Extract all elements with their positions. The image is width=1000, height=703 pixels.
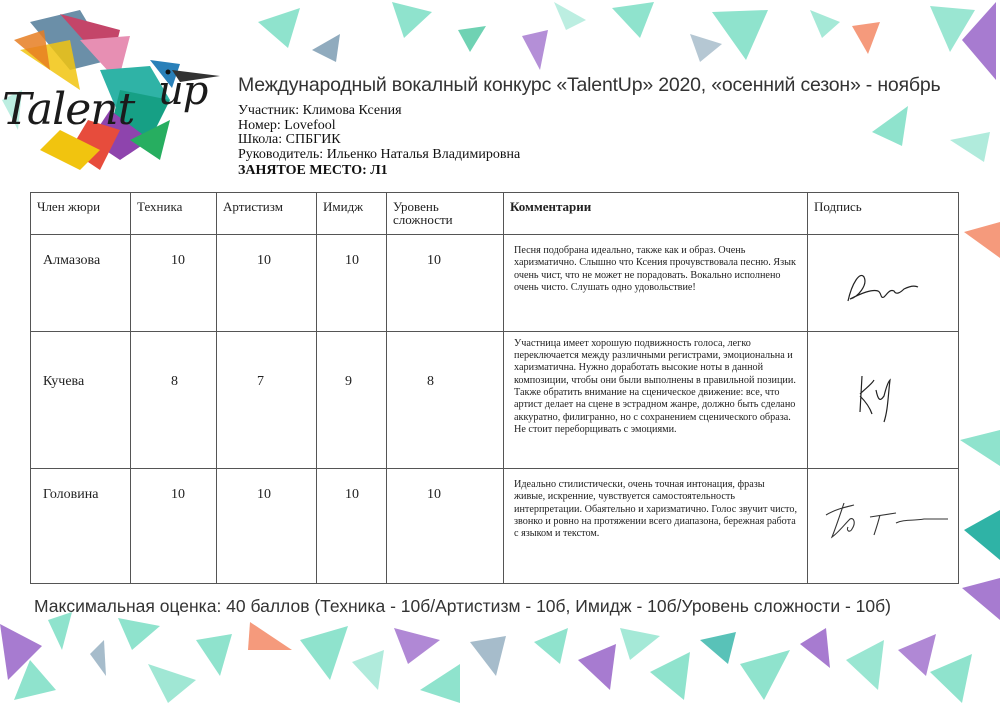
signature-cell [808,469,959,584]
signature-icon [816,489,956,549]
participant-info [238,104,520,179]
score-image: 10 [317,469,387,584]
header-artistry: Артистизм [217,193,317,235]
results-table [30,192,959,584]
header-image: Имидж [317,193,387,235]
header-technique: Техника [131,193,217,235]
header-member: Член жюри [31,193,131,235]
score-technique: 10 [131,235,217,332]
table-row [31,469,959,584]
signature-icon [848,366,908,426]
score-difficulty: 8 [387,331,504,468]
max-score-note: Максимальная оценка: 40 баллов (Техника - 10б/Артистизм - 10б, Имидж - 10б/Уровень сложности - 10б) [34,596,891,616]
jury-member: Алмазова [31,235,131,332]
score-artistry: 7 [217,331,317,468]
table-row [31,331,959,468]
signature-icon [838,263,928,309]
signature-cell [808,235,959,332]
table-row [31,235,959,332]
comment: Идеально стилистически, очень точная интонация, фразы живые, искренние, чувствуется самостоятельность интерпретации. Обаятельно и харизматично. Голос звучит чисто, звонко и ровно на протяжении всего диапазона, бережная работа с языком и текстом. [504,469,808,584]
score-technique: 10 [131,469,217,584]
number: Номер: Lovefool [238,117,336,133]
score-difficulty: 10 [387,235,504,332]
logo-text-left: Talent [2,84,135,135]
header-comments: Комментарии [504,193,808,235]
school: Школа: СПБГИК [238,132,341,148]
comment: Участница имеет хорошую подвижность голоса, легко переключается между различными регистрами, эмоциональна и харизматична. Нужно доработать высокие ноты в данной композиции, чтобы они были выполнены в правильной позиции. Также обратить внимание на сценическое движение: все, что артист делает на сцене в эстрадном жанре, должно быть сделано аккуратно, филигранно, но с сохранением сценического образа. Не стоит переборщивать с эмоциями. [504,331,808,468]
score-artistry: 10 [217,235,317,332]
supervisor: Руководитель: Ильенко Наталья Владимировна [238,146,521,162]
jury-member: Головина [31,469,131,584]
score-technique: 8 [131,331,217,468]
score-image: 9 [317,331,387,468]
jury-member: Кучева [31,331,131,468]
participant: Участник: Климова Ксения [238,103,402,118]
comment: Песня подобрана идеально, также как и образ. Очень харизматично. Слышно что Ксения прочувствовала песню. Язык очень чист, что не может не порадовать. Вокально исполнено очень чисто. Слушать одно удовольствие! [504,235,808,332]
place: ЗАНЯТОЕ МЕСТО: Л1 [238,163,388,179]
page-title: Международный вокалный конкурс «TalentUp» 2020, «осенний сезон» - ноябрь [238,74,941,96]
signature-cell [808,331,959,468]
header-signature: Подпись [808,193,959,235]
score-artistry: 10 [217,469,317,584]
logo-text-right: up [158,68,208,114]
score-difficulty: 10 [387,469,504,584]
table-header-row [31,193,959,235]
header-difficulty: Уровень сложности [387,193,504,235]
logo [0,0,225,175]
score-image: 10 [317,235,387,332]
